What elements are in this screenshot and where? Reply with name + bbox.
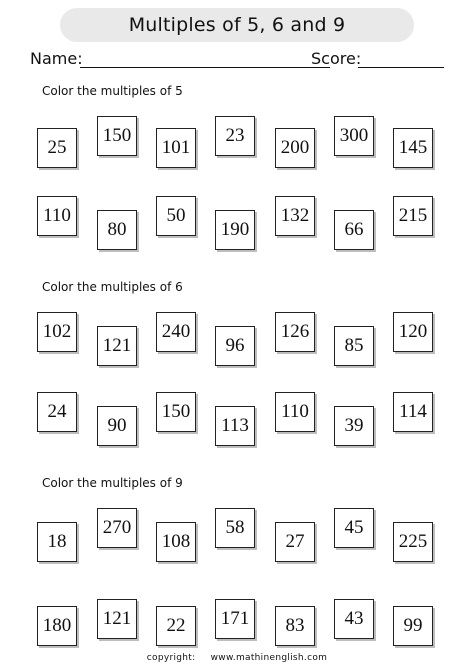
number-box[interactable]: 120: [393, 312, 433, 352]
number-box[interactable]: 25: [37, 128, 77, 168]
number-box[interactable]: 58: [215, 508, 255, 548]
number-box[interactable]: 132: [275, 196, 315, 236]
worksheet-title: Multiples of 5, 6 and 9: [60, 8, 414, 42]
number-box[interactable]: 150: [156, 392, 196, 432]
number-box[interactable]: 150: [97, 116, 137, 156]
number-box[interactable]: 270: [97, 508, 137, 548]
name-score-row: [30, 49, 450, 69]
number-box[interactable]: 80: [97, 210, 137, 250]
number-box[interactable]: 240: [156, 312, 196, 352]
number-box[interactable]: 18: [37, 522, 77, 562]
section-instruction: Color the multiples of 5: [42, 84, 183, 98]
number-box[interactable]: 90: [97, 406, 137, 446]
number-box[interactable]: 66: [334, 210, 374, 250]
section-instruction: Color the multiples of 6: [42, 280, 183, 294]
number-box[interactable]: 180: [37, 606, 77, 646]
number-box[interactable]: 121: [97, 326, 137, 366]
copyright-label: copyright:: [146, 653, 196, 663]
number-box[interactable]: 27: [275, 522, 315, 562]
number-box[interactable]: 171: [215, 599, 255, 639]
number-box[interactable]: 110: [275, 392, 315, 432]
number-box[interactable]: 108: [156, 522, 196, 562]
number-box[interactable]: 110: [37, 196, 77, 236]
number-box[interactable]: 114: [393, 392, 433, 432]
number-box[interactable]: 113: [215, 406, 255, 446]
number-box[interactable]: 43: [334, 599, 374, 639]
number-box[interactable]: 50: [156, 196, 196, 236]
number-box[interactable]: 39: [334, 406, 374, 446]
footer: [0, 653, 474, 663]
number-box[interactable]: 215: [393, 196, 433, 236]
number-box[interactable]: 85: [334, 326, 374, 366]
number-box[interactable]: 225: [393, 522, 433, 562]
number-box[interactable]: 83: [275, 606, 315, 646]
number-box[interactable]: 22: [156, 606, 196, 646]
number-box[interactable]: 24: [37, 392, 77, 432]
number-box[interactable]: 190: [215, 210, 255, 250]
website-url: www.mathinenglish.com: [210, 653, 328, 663]
name-blank-line: [80, 67, 330, 68]
number-box[interactable]: 96: [215, 326, 255, 366]
name-label: Name:: [30, 49, 83, 68]
number-box[interactable]: 23: [215, 116, 255, 156]
number-box[interactable]: 145: [393, 128, 433, 168]
number-box[interactable]: 99: [393, 606, 433, 646]
number-box[interactable]: 126: [275, 312, 315, 352]
score-blank-line: [358, 67, 444, 68]
number-box[interactable]: 101: [156, 128, 196, 168]
number-box[interactable]: 300: [334, 116, 374, 156]
number-box[interactable]: 102: [37, 312, 77, 352]
score-label: Score:: [311, 49, 362, 68]
number-box[interactable]: 45: [334, 508, 374, 548]
number-box[interactable]: 121: [97, 599, 137, 639]
section-instruction: Color the multiples of 9: [42, 476, 183, 490]
number-box[interactable]: 200: [275, 128, 315, 168]
